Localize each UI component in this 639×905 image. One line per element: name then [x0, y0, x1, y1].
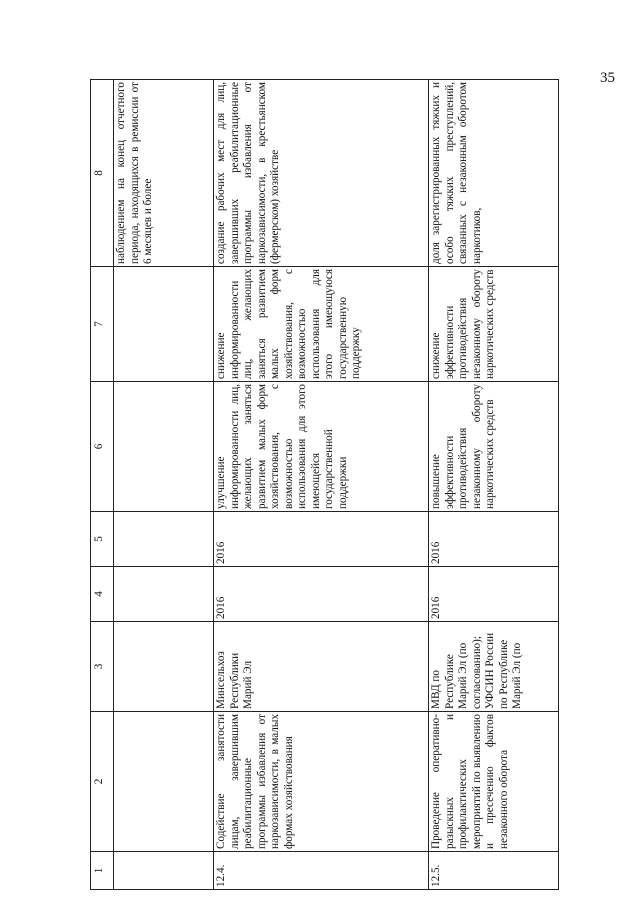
column-number: 1 [91, 852, 114, 890]
end-year-cell: 2016 [429, 512, 559, 567]
table-row [214, 80, 429, 890]
start-year-cell: 2016 [429, 567, 559, 622]
table-row [429, 80, 559, 890]
continuation-indicator: наблюдением на конец отчетного периода, находящихся в ремиссии от 6 месяцев и более [114, 80, 214, 267]
continuation-row [114, 80, 214, 890]
executor-cell: МВД по Республике Марий Эл (по согласованию); УФСИН России по Республике Марий Эл (по [429, 622, 559, 712]
indicator-cell: доля зарегистрированных тяжких и особо тяжких преступлений, связанных с незаконным оборотом наркотиков, [429, 80, 559, 267]
start-year-cell: 2016 [214, 567, 429, 622]
column-number: 5 [91, 512, 114, 567]
rotated-table-container [90, 80, 550, 890]
row-number: 12.5. [429, 852, 559, 890]
column-number: 2 [91, 712, 114, 852]
measure-cell: Содействие занятости лицам, завершившим реабилитационные программы избавления от наркозависимости, в малых формах хозяйствования [214, 712, 429, 852]
column-number: 6 [91, 382, 114, 512]
measures-table [90, 79, 559, 890]
column-number-row [91, 80, 114, 890]
consequence-cell: снижение эффективности противодействия незаконному обороту наркотических средств [429, 267, 559, 382]
consequence-cell: снижение информированности лиц, желающих заняться развитием малых форм хозяйствования, с возможностью использования для этого имеющуюся государственную поддержку [214, 267, 429, 382]
column-number: 7 [91, 267, 114, 382]
result-cell: улучшение информированности лиц, желающих заняться развитием малых форм хозяйствования, с возможностью использования для этого имеющейся государственной поддержки [214, 382, 429, 512]
page-number: 35 [600, 70, 615, 86]
column-number: 3 [91, 622, 114, 712]
executor-cell: Минсельхоз Республики Марий Эл [214, 622, 429, 712]
column-number: 4 [91, 567, 114, 622]
result-cell: повышение эффективности противодействия незаконному обороту наркотических средств [429, 382, 559, 512]
measure-cell: Проведение оперативно-разыскных и профилактических мероприятий по выявлению и пресечению фактов незаконного оборота [429, 712, 559, 852]
row-number: 12.4. [214, 852, 429, 890]
column-number: 8 [91, 80, 114, 267]
indicator-cell: создание рабочих мест для лиц, завершивших реабилитационные программы избавления от наркозависимости, в крестьянском (фермерском) хозяйстве [214, 80, 429, 267]
end-year-cell: 2016 [214, 512, 429, 567]
